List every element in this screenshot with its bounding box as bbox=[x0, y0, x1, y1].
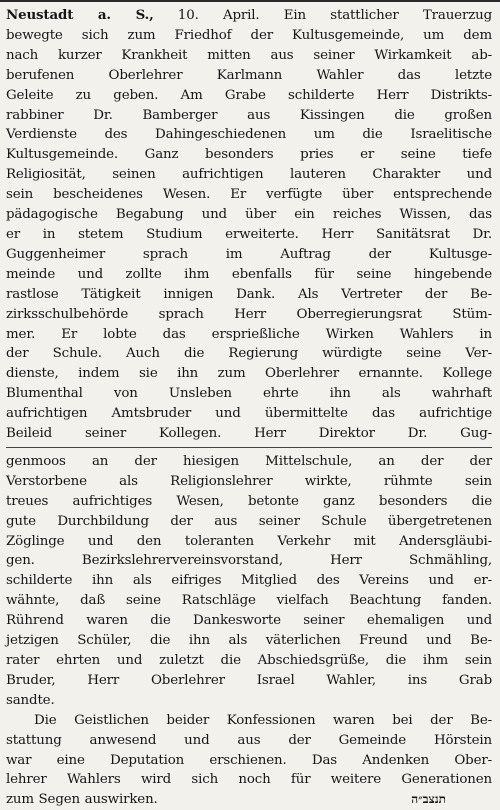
article-line-33: rater ehrten und zuletzt die Abschiedsgrüße, die ihm sein bbox=[6, 653, 492, 668]
article-line-9: Religiosität, seinen aufrichtigen lauteren Charakter und bbox=[6, 167, 492, 183]
closing-signature: תנצב״ה bbox=[411, 792, 446, 806]
article-line-32: jetzigen Schüler, die ihn als väterlichen Freund und Be- bbox=[6, 633, 492, 649]
article-line-11: pädagogische Begabung und über ein reiches Wissen, das bbox=[6, 207, 492, 223]
article-line-39: lehrer Wahlers wird sich noch für weitere Generationen bbox=[6, 772, 492, 788]
article-line-19: dienste, indem sie ihn zum Oberlehrer ernannte. Kollege bbox=[6, 366, 492, 382]
article-line-29: schilderte ihn als eifriges Mitglied des Vereins und er- bbox=[6, 573, 492, 589]
article-line-37: stattung anwesend und aus der Gemeinde Hörstein bbox=[6, 732, 492, 748]
article-line-10: sein bescheidenes Wesen. Er verfügte über entsprechende bbox=[6, 187, 492, 203]
section-divider bbox=[6, 447, 492, 448]
article-line-18: der Schule. Auch die Regierung würdigte seine Ver- bbox=[6, 346, 492, 362]
article-line-14: meinde und zollte ihm ebenfalls für seine hingebende bbox=[6, 266, 492, 282]
article-line-4: berufenen Oberlehrer Karlmann Wahler das letzte bbox=[6, 67, 492, 83]
article-line-3: nach kurzer Krankheit mitten aus seiner Wirkamkeit ab- bbox=[6, 47, 492, 63]
article-line-1-text: 10. April. Ein stattlicher Trauerzug bbox=[177, 8, 493, 23]
article-line-35: sandte. bbox=[6, 692, 55, 708]
article-line-7: Verdienste des Dahingeschiedenen um die Israelitische bbox=[6, 127, 492, 143]
article-line-6: rabbiner Dr. Bamberger aus Kissingen die großen bbox=[6, 107, 492, 123]
article-line-22: Beileid seiner Kollegen. Herr Direktor Dr. Gug- bbox=[6, 426, 492, 442]
article-line-12: er in stetem Studium erweiterte. Herr Sanitätsrat Dr. bbox=[6, 226, 492, 242]
article-line-24: Verstorbene als Religionslehrer wirkte, rühmte sein bbox=[6, 473, 492, 489]
article-line-21: aufrichtigen Amtsbruder und übermittelte das aufrichtige bbox=[6, 406, 492, 422]
article-line-38: war eine Deputation erschienen. Das Andenken Ober- bbox=[6, 752, 492, 768]
article-line-27: Zöglinge und den toleranten Verkehr mit Andersgläubi- bbox=[6, 533, 492, 549]
article-line-31: Rührend waren die Dankesworte seiner ehemaligen und bbox=[6, 613, 492, 629]
article-line-8: Kultusgemeinde. Ganz besonders pries er seine tiefe bbox=[6, 147, 492, 163]
article-line-16: zirksschulbehörde sprach Herr Oberregierungsrat Stüm- bbox=[6, 306, 492, 322]
article-line-15: rastlose Tätigkeit innigen Dank. Als Vertreter der Be- bbox=[6, 286, 492, 302]
article-line-40: zum Segen auswirken. bbox=[6, 792, 158, 808]
article-line-25: treues aufrichtiges Wesen, betonte ganz besonders die bbox=[6, 493, 492, 509]
article-column bbox=[6, 6, 492, 810]
article-line-30: wähnte, daß seine Ratschläge vielfach Beachtung fanden. bbox=[6, 593, 492, 609]
article-line-2: bewegte sich zum Friedhof der Kultusgemeinde, um dem bbox=[6, 27, 492, 43]
dateline-place: Neustadt a. S., bbox=[6, 7, 154, 23]
article-line-28: gen. Bezirkslehrervereinsvorstand, Herr Schmähling, bbox=[6, 553, 492, 569]
top-rule bbox=[0, 0, 500, 2]
article-line-26: gute Durchbildung der aus seiner Schule übergetretenen bbox=[6, 513, 492, 529]
article-line-20: Blumenthal von Unsleben ehrte ihn als wahrhaft bbox=[6, 386, 492, 402]
article-line-13: Guggenheimer sprach im Auftrag der Kultusge- bbox=[6, 246, 492, 262]
article-line-5: Geleite zu geben. Am Grabe schilderte Herr Distrikts- bbox=[6, 87, 492, 103]
article-line-36: Die Geistlichen beider Konfessionen waren bei der Be- bbox=[34, 712, 492, 728]
article-line-23: genmoos an der hiesigen Mittelschule, an der der bbox=[6, 453, 492, 469]
article-line-34: Bruder, Herr Oberlehrer Israel Wahler, ins Grab bbox=[6, 672, 492, 688]
article-line-17: mer. Er lobte das ersprießliche Wirken Wahlers in bbox=[6, 326, 492, 342]
article-line-1 bbox=[6, 6, 492, 26]
